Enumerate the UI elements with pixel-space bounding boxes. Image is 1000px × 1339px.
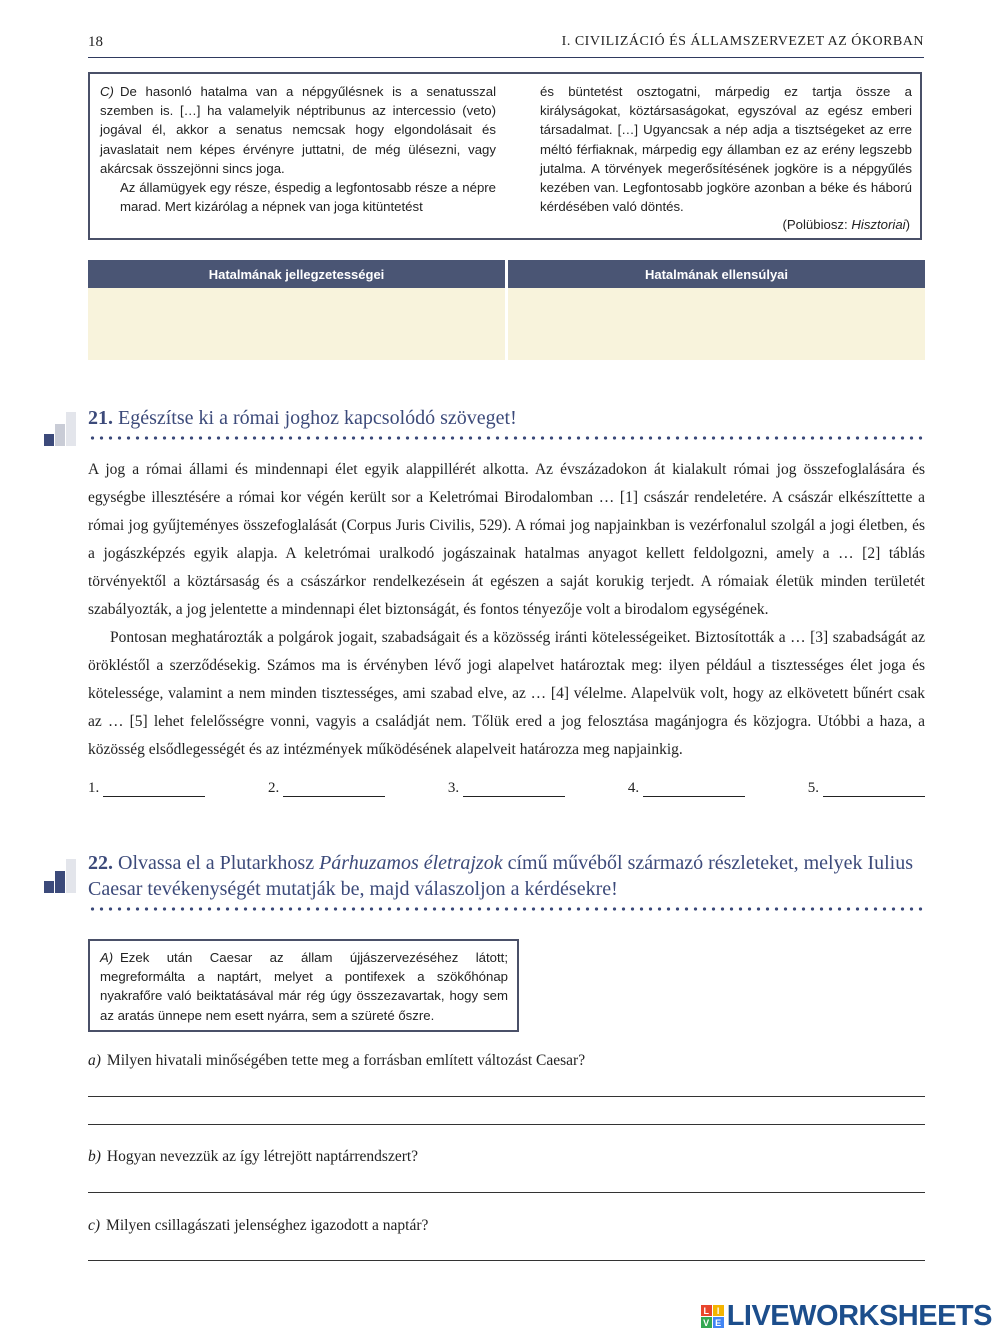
answer-input-2[interactable] [283,780,385,797]
exercise-22-icon [44,857,76,893]
header-divider [88,57,924,58]
exercise-22-work-title: Párhuzamos életrajzok [319,852,503,874]
exercise-22-title [88,850,925,902]
blank-label-1: 1. [88,780,100,796]
exercise-21-title [88,405,925,431]
answer-line-a2[interactable] [88,1124,925,1125]
logo-mark-v: V [701,1317,712,1328]
source-c-attribution [782,217,910,232]
answer-blank-4 [628,780,745,797]
answer-blank-5 [808,780,925,797]
question-a [88,1052,585,1070]
blank-label-4: 4. [627,780,640,796]
answer-cell-counterweights[interactable] [508,288,925,360]
answer-blank-2 [268,780,385,797]
question-b-text: Hogyan nevezzük az így létrejött naptárrendszert? [106,1148,419,1165]
table-header-counterweights: Hatalmának ellensúlyai [508,260,925,288]
logo-mark-i: I [713,1305,724,1316]
exercise-22-instruction-pre: Olvassa el a Plutarkhosz [118,852,320,874]
liveworksheets-logo [701,1300,992,1333]
page-number: 18 [88,34,103,50]
attribution-end: ) [905,217,910,232]
source-c-text-2: Az államügyek egy része, éspedig a legfontosabb része a népre marad. Mert kizárólag a népnek van joga kitüntetést [120,180,496,215]
question-b [88,1148,418,1166]
table-header-characteristics: Hatalmának jellegzetességei [88,260,505,288]
question-c-letter: c) [88,1217,101,1234]
exercise-22-dotted-rule [88,907,925,911]
logo-mark [701,1305,724,1328]
exercise-22-number: 22. [88,852,113,874]
answer-blank-1 [88,780,205,797]
blank-label-2: 2. [267,780,280,796]
exercise-21-dotted-rule [88,436,925,440]
exercise-21-instruction: Egészítse ki a római joghoz kapcsolódó szöveget! [118,407,517,429]
source-c-text-3: és büntetést osztogatni, márpedig ez tartja össze a királyságokat, köztársaságokat, egyszóval az egész emberi társadalmat. […] Ugyancsak a nép adja a tisztségeket az erre méltó férfiaknak, márpedig egy államban ez az erény legszebb jutalma. A törvények megerősítésének jogköre is a népgyűlés kezében van. Legfontosabb jogköre azonban a béke és háború kérdésében való döntés. [540,84,912,215]
exercise-21-answer-blanks [88,780,925,797]
attribution-author: (Polübiosz: [782,217,852,232]
source-a-text: Ezek után Caesar az állam újjászervezéséhez látott; megreformálta a naptárt, melyet a pontifexek a szökőhónap nyakrafőre való beiktatásával már rég úgy összezavartak, hogy sem az aratás ünnepe nem esett nyárra, sem a szüreté őszre. [100,950,508,1023]
table-body [88,288,925,360]
exercise-21-number: 21. [88,407,113,429]
exercise-21-text [88,456,925,764]
power-table [88,260,925,360]
table-header [88,260,925,288]
chapter-title: I. CIVILIZÁCIÓ ÉS ÁLLAMSZERVEZET AZ ÓKORBAN [561,34,924,49]
exercise-21-paragraph-2: Pontosan meghatározták a polgárok jogait, szabadságait és a közösség iránti kötelességeiket. Biztosították a … [3] szabadságát az örökléstől a szerződésekig. Számos ma is érvényben lévő jogi alapelvet határoztak meg: ilyen például a tisztességes élet joga és kötelessége, valamint a nem minden tisztességes, ami szabad elve, az … [4] vélelme. Alapelvük volt, hogy az elkövetett bűnért csak az … [5] lehet felelősségre vonni, vagyis a családját nem. Tőlük ered a jog felosztása magánjogra és közjogra. Utóbbi a haza, a közösség elsődlegességét és az intézmények működésének alapelveit határozza meg napjainkig. [88,629,925,758]
source-c-box [88,72,922,240]
answer-line-c[interactable] [88,1260,925,1261]
answer-input-3[interactable] [463,780,565,797]
source-a-box [88,939,519,1032]
answer-input-1[interactable] [103,780,205,797]
answer-input-5[interactable] [823,780,925,797]
question-a-letter: a) [88,1052,101,1069]
answer-line-a1[interactable] [88,1096,925,1097]
source-c-left-column [100,82,496,216]
source-c-right-column [540,82,912,216]
question-b-letter: b) [88,1148,101,1165]
attribution-work: Hisztoriai [851,217,906,232]
answer-input-4[interactable] [643,780,745,797]
answer-cell-characteristics[interactable] [88,288,505,360]
logo-mark-e: E [713,1317,724,1328]
blank-label-5: 5. [807,780,819,796]
answer-blank-3 [448,780,565,797]
exercise-22-instruction-post: című művéből származó részleteket, melyek Iulius Caesar tevékenységét mutatják be, majd válaszoljon a kérdésekre! [88,852,914,900]
exercise-21-icon [44,410,76,446]
logo-mark-l: L [701,1305,712,1316]
logo-text: LIVEWORKSHEETS [726,1300,992,1332]
source-c-paragraph-1 [100,82,496,178]
question-a-text: Milyen hivatali minőségében tette meg a forrásban említett változást Caesar? [106,1052,586,1069]
question-c [88,1217,428,1235]
source-c-letter: C) [100,84,114,99]
source-a-content [100,948,508,1025]
question-c-text: Milyen csillagászati jelenséghez igazodott a naptár? [106,1217,429,1234]
exercise-21-paragraph-1: A jog a római állami és mindennapi élet egyik alappillérét alkotta. Az évszázadokon át kialakult római jog összefoglalására és egységbe illesztésére a római kor végén került sor a Keletrómai Birodalomban … [1] császár rendeletére. A császár elkészíttette a római jog gyűjteményes összefoglalását (Corpus Juris Civilis, 529). A római jog napjainkban is vezérfonalul szolgál a jogi életben, és a jogászképzés egyik alapja. A keletrómai uralkodó jogászainak hatalmas anyagot kellett feldolgozni, amely a … [2] táblás törvényektől a köztársaság és a császárkor rendelkezésein át egészen a saját korukig terjedt. A rómaiak életük minden területét szabályozták, a jog jelentette a mindennapi élet biztonságát, és fontos tényezője volt a birodalom egységének. [88,461,925,618]
source-a-letter: A) [100,950,114,965]
blank-label-3: 3. [447,780,460,796]
source-c-text-1: De hasonló hatalma van a népgyűlésnek is a senatusszal szemben is. […] ha valamelyik néptribunus az intercessio (veto) jogával él, akkor a senatus nemcsak hogy elgondolásait és javaslatait nem képes érvényre juttatni, de még ülésezni, vagy akárcsak összejönni sincs joga. [100,84,496,176]
answer-line-b[interactable] [88,1192,925,1193]
